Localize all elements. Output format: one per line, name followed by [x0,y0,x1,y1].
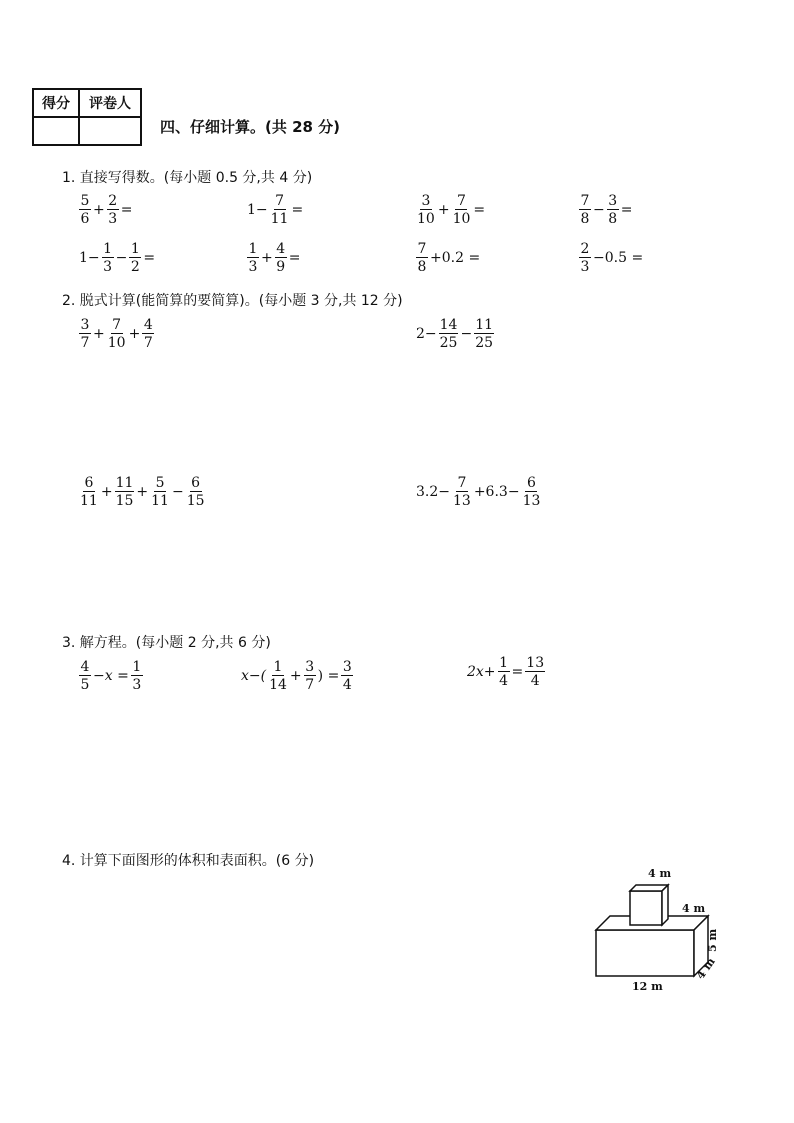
score-table [32,88,142,146]
label-height: 5 m [706,928,719,952]
section-title: 四、仔细计算。(共 28 分) [160,118,341,136]
grader-cell[interactable] [79,117,141,145]
q2-item-3: 6 11 + $\frac{11}{15}$ + $\frac{5}{11}$ − $\frac{6}{15}$ [80,475,205,509]
q1-item-1: 5 6 + $\frac{2}{3}$ = [80,193,133,227]
cuboid-figure [588,860,738,1000]
q1-item-8: 2 3 −0.5 = [580,241,644,275]
label-depth: 4 m [693,955,718,982]
q2-item-2: 2− $\frac{14}{25}$ − $\frac{11}{25}$ [416,317,494,351]
cube-front-face [630,891,662,925]
label-length: 12 m [632,980,663,993]
q1-item-4: 7 8 − $\frac{3}{8}$ = [580,193,633,227]
label-top-width: 4 m [648,867,672,880]
q4-title: 4. 计算下面图形的体积和表面积。(6 分) [62,853,315,869]
score-cell[interactable] [33,117,79,145]
grader-label: 评卷人 [79,89,141,117]
q1-title: 1. 直接写得数。(每小题 0.5 分,共 4 分) [62,170,313,186]
score-label: 得分 [33,89,79,117]
base-front-face [596,930,694,976]
cube-side-face [662,885,668,925]
q2-item-1: 3 7 + $\frac{7}{10}$ + $\frac{4}{7}$ [80,317,153,351]
q1-item-5: 1− $\frac{1}{3}$ − $\frac{1}{2}$ = [79,241,156,275]
q3-item-2: x−( 1 14 + $\frac{3}{7}$ ) = $\frac{3}{4}$ [241,659,352,693]
q1-item-3: 3 10 + $\frac{7}{10}$ = [417,193,486,227]
q1-item-2: 1− $\frac{7}{11}$ = [247,193,304,227]
q3-item-1: 4 5 −x = $\frac{1}{3}$ [80,659,142,693]
q1-item-6: 1 3 + $\frac{4}{9}$ = [248,241,301,275]
q3-item-3: 2x+ $\frac{1}{4}$ = $\frac{13}{4}$ [467,655,545,689]
label-top-depth: 4 m [682,902,706,915]
q3-title: 3. 解方程。(每小题 2 分,共 6 分) [62,635,271,651]
q2-item-4: 3.2− $\frac{7}{13}$ +6.3− $\frac{6}{13}$ [416,475,541,509]
q2-title: 2. 脱式计算(能简算的要简算)。(每小题 3 分,共 12 分) [62,293,403,309]
cuboid-drawing [588,860,738,1000]
q1-item-7: 7 8 +0.2 = [417,241,481,275]
